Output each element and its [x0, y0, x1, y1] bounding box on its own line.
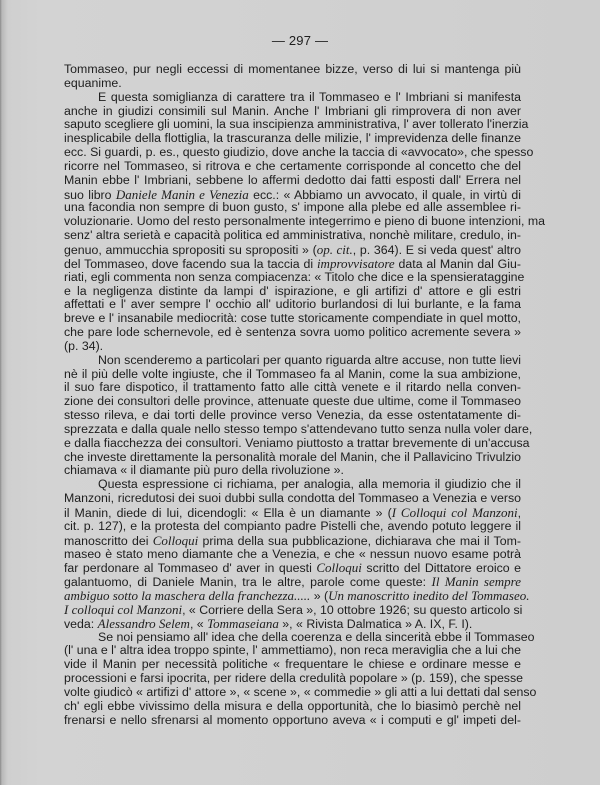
text-line [64, 117, 529, 132]
text-line [64, 588, 530, 604]
text-line [64, 145, 534, 160]
text-segment: Non scenderemo a particolari per quanto riguarda altre accuse, non tutte lievi [98, 352, 521, 367]
text-segment: il suo fare dispotico, il trattamento fatto alle città venete e il ritardo nella conven- [64, 380, 521, 395]
text-line [64, 285, 521, 299]
text-segment: stesso rileva, e dai torti delle province verso Venezia, da esse ostentatamente di- [64, 408, 521, 423]
text-line [64, 714, 521, 728]
text-segment: (p. 34). [64, 338, 104, 353]
text-segment: , p. 364). E si veda quest' altro [352, 242, 521, 257]
text-line [64, 561, 521, 575]
text-segment: cit. p. 127), e la protesta del compianto padre Pistelli che, avendo potuto leggere il [64, 518, 521, 533]
text-segment: che pare lode schernevole, ed è sentenza sovra uomo politico acremente severa » [64, 325, 521, 340]
text-line [64, 298, 521, 312]
text-line [64, 105, 521, 119]
text-segment: scritto del Dittatore eroico e [361, 561, 521, 576]
text-segment: Questa espressione ci richiama, per analogia, alla memoria il giudizio che il [98, 477, 521, 492]
text-segment: affettati e l' aver sempre l' occhio all' uditorio burlandosi di lui burlante, e la fama [64, 297, 521, 312]
text-segment: nè il più delle volte ingiuste, che il Tommaseo fa al Manin, come la sua ambizione, [64, 366, 521, 381]
text-line [64, 229, 521, 243]
text-segment: genuo, ammucchia spropositi su spropositi » ( [64, 242, 317, 257]
italic-text: op. cit. [316, 241, 353, 257]
text-line [64, 700, 521, 714]
text-line [64, 77, 521, 91]
italic-text: improvvisatore [316, 255, 395, 271]
text-segment: ch' egli ebbe vivissimo della misura e della opportunità, che lo biasimò perchè nel [64, 698, 521, 713]
italic-text: I colloqui col Manzoni [64, 601, 183, 617]
text-segment: Tommaseo, pur negli eccessi di momentanee bizze, verso di lui si mantenga più [64, 62, 521, 76]
text-line [64, 269, 525, 285]
text-line [64, 421, 533, 437]
text-segment: equanime. [64, 75, 122, 90]
text-line [64, 409, 521, 423]
text-line [64, 201, 521, 215]
text-line [64, 160, 521, 174]
text-segment: che investe direttamente la personalità morale del Manin, che il Pallavicino Trivulzio [64, 449, 521, 464]
italic-text: Il Manin sempre [431, 574, 521, 590]
text-line [64, 478, 521, 492]
text-segment: ecc. Si guardi, p. es., questo giudizio, dove anche la taccia di «avvocato», che spesso [64, 145, 534, 160]
text-line [64, 644, 521, 658]
italic-text: I Colloqui col Manzoni [391, 505, 518, 520]
text-line [64, 617, 521, 631]
text-segment: maseo è stato meno diamante che a Venezia, e che « nessun nuovo esame potrà [64, 546, 521, 561]
text-segment: , [517, 506, 522, 520]
text-segment: ricorre nel Tommaseo, si ritrova e che certamente corrisponde al concetto che del [64, 158, 521, 173]
text-segment: riati, egli commenta non senza compiacenza: « Titolo che dice e la spensierataggine [64, 269, 525, 284]
text-line [64, 340, 521, 354]
text-segment: senz' altra serietà e capacità politica ed amministrativa, nonchè militare, credulo, in- [64, 228, 521, 243]
text-segment: , « [189, 616, 208, 631]
text-line [64, 548, 521, 562]
text-segment: , « Corriere della Sera », 10 ottobre 1926; su questo articolo si [182, 602, 523, 617]
text-segment: anche in giudizi consimili sul Manin. Anche l' Imbriani gli rimprovera di non aver [64, 103, 521, 118]
page-number: — 297 — [271, 33, 329, 48]
text-line [64, 658, 521, 672]
text-segment: suo libro [64, 187, 116, 202]
text-line [64, 63, 521, 77]
italic-text: Tommaseiana [207, 615, 279, 631]
text-segment: Manin ebbe l' Imbriani, sebbene lo affermi dedotto dai fatti esposti dall' Errera nel [64, 172, 521, 187]
text-segment: saputo scegliere gli uomini, la sua inscipienza amministrativa, l' aver tollerato l'inerzia [64, 117, 529, 132]
text-segment: voluzionarie. Uomo del resto personalmente integerrimo e pieno di buone intenzioni, ma [64, 214, 545, 229]
text-segment: chiamava « il diamante più puro della rivoluzione ». [64, 463, 344, 478]
text-segment: il Manin, diede di lui, dicendogli: « Ella è un diamante » ( [64, 506, 392, 520]
text-line [64, 312, 521, 326]
text-segment: veda: [64, 616, 98, 631]
text-line [64, 91, 521, 105]
text-segment: E questa somiglianza di carattere tra il Tommaseo e l' Imbriani si manifesta [98, 89, 521, 104]
text-line [64, 492, 521, 506]
text-line [64, 326, 521, 340]
text-line [64, 174, 521, 188]
text-line [64, 684, 537, 700]
italic-text: Colloqui [152, 532, 199, 548]
text-segment: Se noi pensiamo all' idea che della coerenza e della sincerità ebbe il Tommaseo [98, 629, 535, 644]
body-text [64, 62, 545, 728]
text-segment: breve e l' insanabile mediocrità: cose tutte storicamente compendiate in quel motto, [64, 311, 521, 326]
text-line [64, 132, 521, 146]
text-line [64, 257, 521, 271]
text-line [64, 603, 521, 617]
italic-text: Alessandro Selem [97, 615, 190, 631]
text-segment: Manzoni, ricredutosi dei suoi dubbi sulla condotta del Tommaseo a Venezia e verso [64, 491, 521, 506]
text-segment: manoscritto dei [64, 533, 153, 548]
text-segment: far perdonare al Tommaseo d' aver in questi [64, 561, 317, 576]
text-line [64, 214, 545, 229]
text-segment: una facondia non sempre di buon gusto, s' impone alla plebe ed alle assemblee ri- [64, 200, 521, 215]
italic-text: Daniele Manin e Venezia [115, 186, 249, 202]
text-line [64, 395, 521, 409]
text-segment: » ( [310, 589, 329, 604]
text-line [64, 629, 535, 645]
text-line [64, 435, 530, 451]
text-segment: », « Rivista Dalmatica » A. IX, F. I). [278, 616, 473, 631]
text-line [64, 381, 521, 395]
text-segment: sprezzata e dalla quale nello stesso tempo s'attendevano tutto senza nulla voler dare, [64, 421, 533, 436]
text-line [64, 368, 521, 382]
italic-text: Colloqui [316, 560, 362, 576]
text-line [64, 575, 521, 589]
text-line [64, 671, 524, 686]
text-line [64, 534, 521, 548]
text-segment: (l' una e l' altra idea troppo spinte, l' ammettiamo), non reca meraviglia che a lui che [64, 643, 521, 658]
text-segment: zione dei consultori delle province, attenuate queste due ultime, come il Tommaseo [64, 394, 521, 409]
text-segment: ecc.: « Abbiamo un avvocato, il quale, in virtù di [248, 187, 522, 202]
text-line [64, 451, 521, 465]
text-line [64, 354, 521, 368]
text-segment: del Tommaseo, dove facendo sua la taccia di [64, 256, 317, 271]
text-segment: inesplicabile della flottiglia, la trascuranza delle milizie, l' imprevidenza delle finanze [64, 131, 521, 146]
italic-text: Un manoscritto inedito del Tommaseo. [328, 588, 530, 604]
text-segment: prima della sua pubblicazione, dichiarava che mai il Tom- [198, 533, 521, 548]
text-line [64, 520, 521, 534]
text-segment: data al Manin dal Giu- [394, 256, 521, 271]
text-line [64, 506, 521, 520]
text-segment: frenarsi e nello sfrenarsi al momento opportuno aveva « i computi e gl' impeti del- [64, 712, 521, 727]
text-segment: galantuomo, di Daniele Manin, tra le altre, parole come queste: [64, 575, 432, 590]
text-segment: vide il Manin per necessità politiche « frequentare le chiese e ordinare messe e [64, 657, 521, 672]
text-segment: volte giudicò « artifizi d' attore », « scene », « commedie » gli atti a lui dettati dal senso [64, 684, 537, 699]
text-line [64, 243, 521, 257]
text-line [64, 464, 521, 478]
text-segment: processioni e farsi ipocrita, per ridere della credulità popolare » (p. 159), che spesse [64, 671, 524, 686]
text-segment: e la negligenza distinte da lampi d' ispirazione, e gli artifizi d' attore e gli estri [64, 283, 521, 298]
text-segment: e dalla fiacchezza dei consultori. Veniamo piuttosto a trattar brevemente di un'accusa [64, 435, 530, 450]
text-line [64, 188, 521, 202]
italic-text: ambiguo sotto la maschera della franchezza..... [64, 588, 311, 604]
